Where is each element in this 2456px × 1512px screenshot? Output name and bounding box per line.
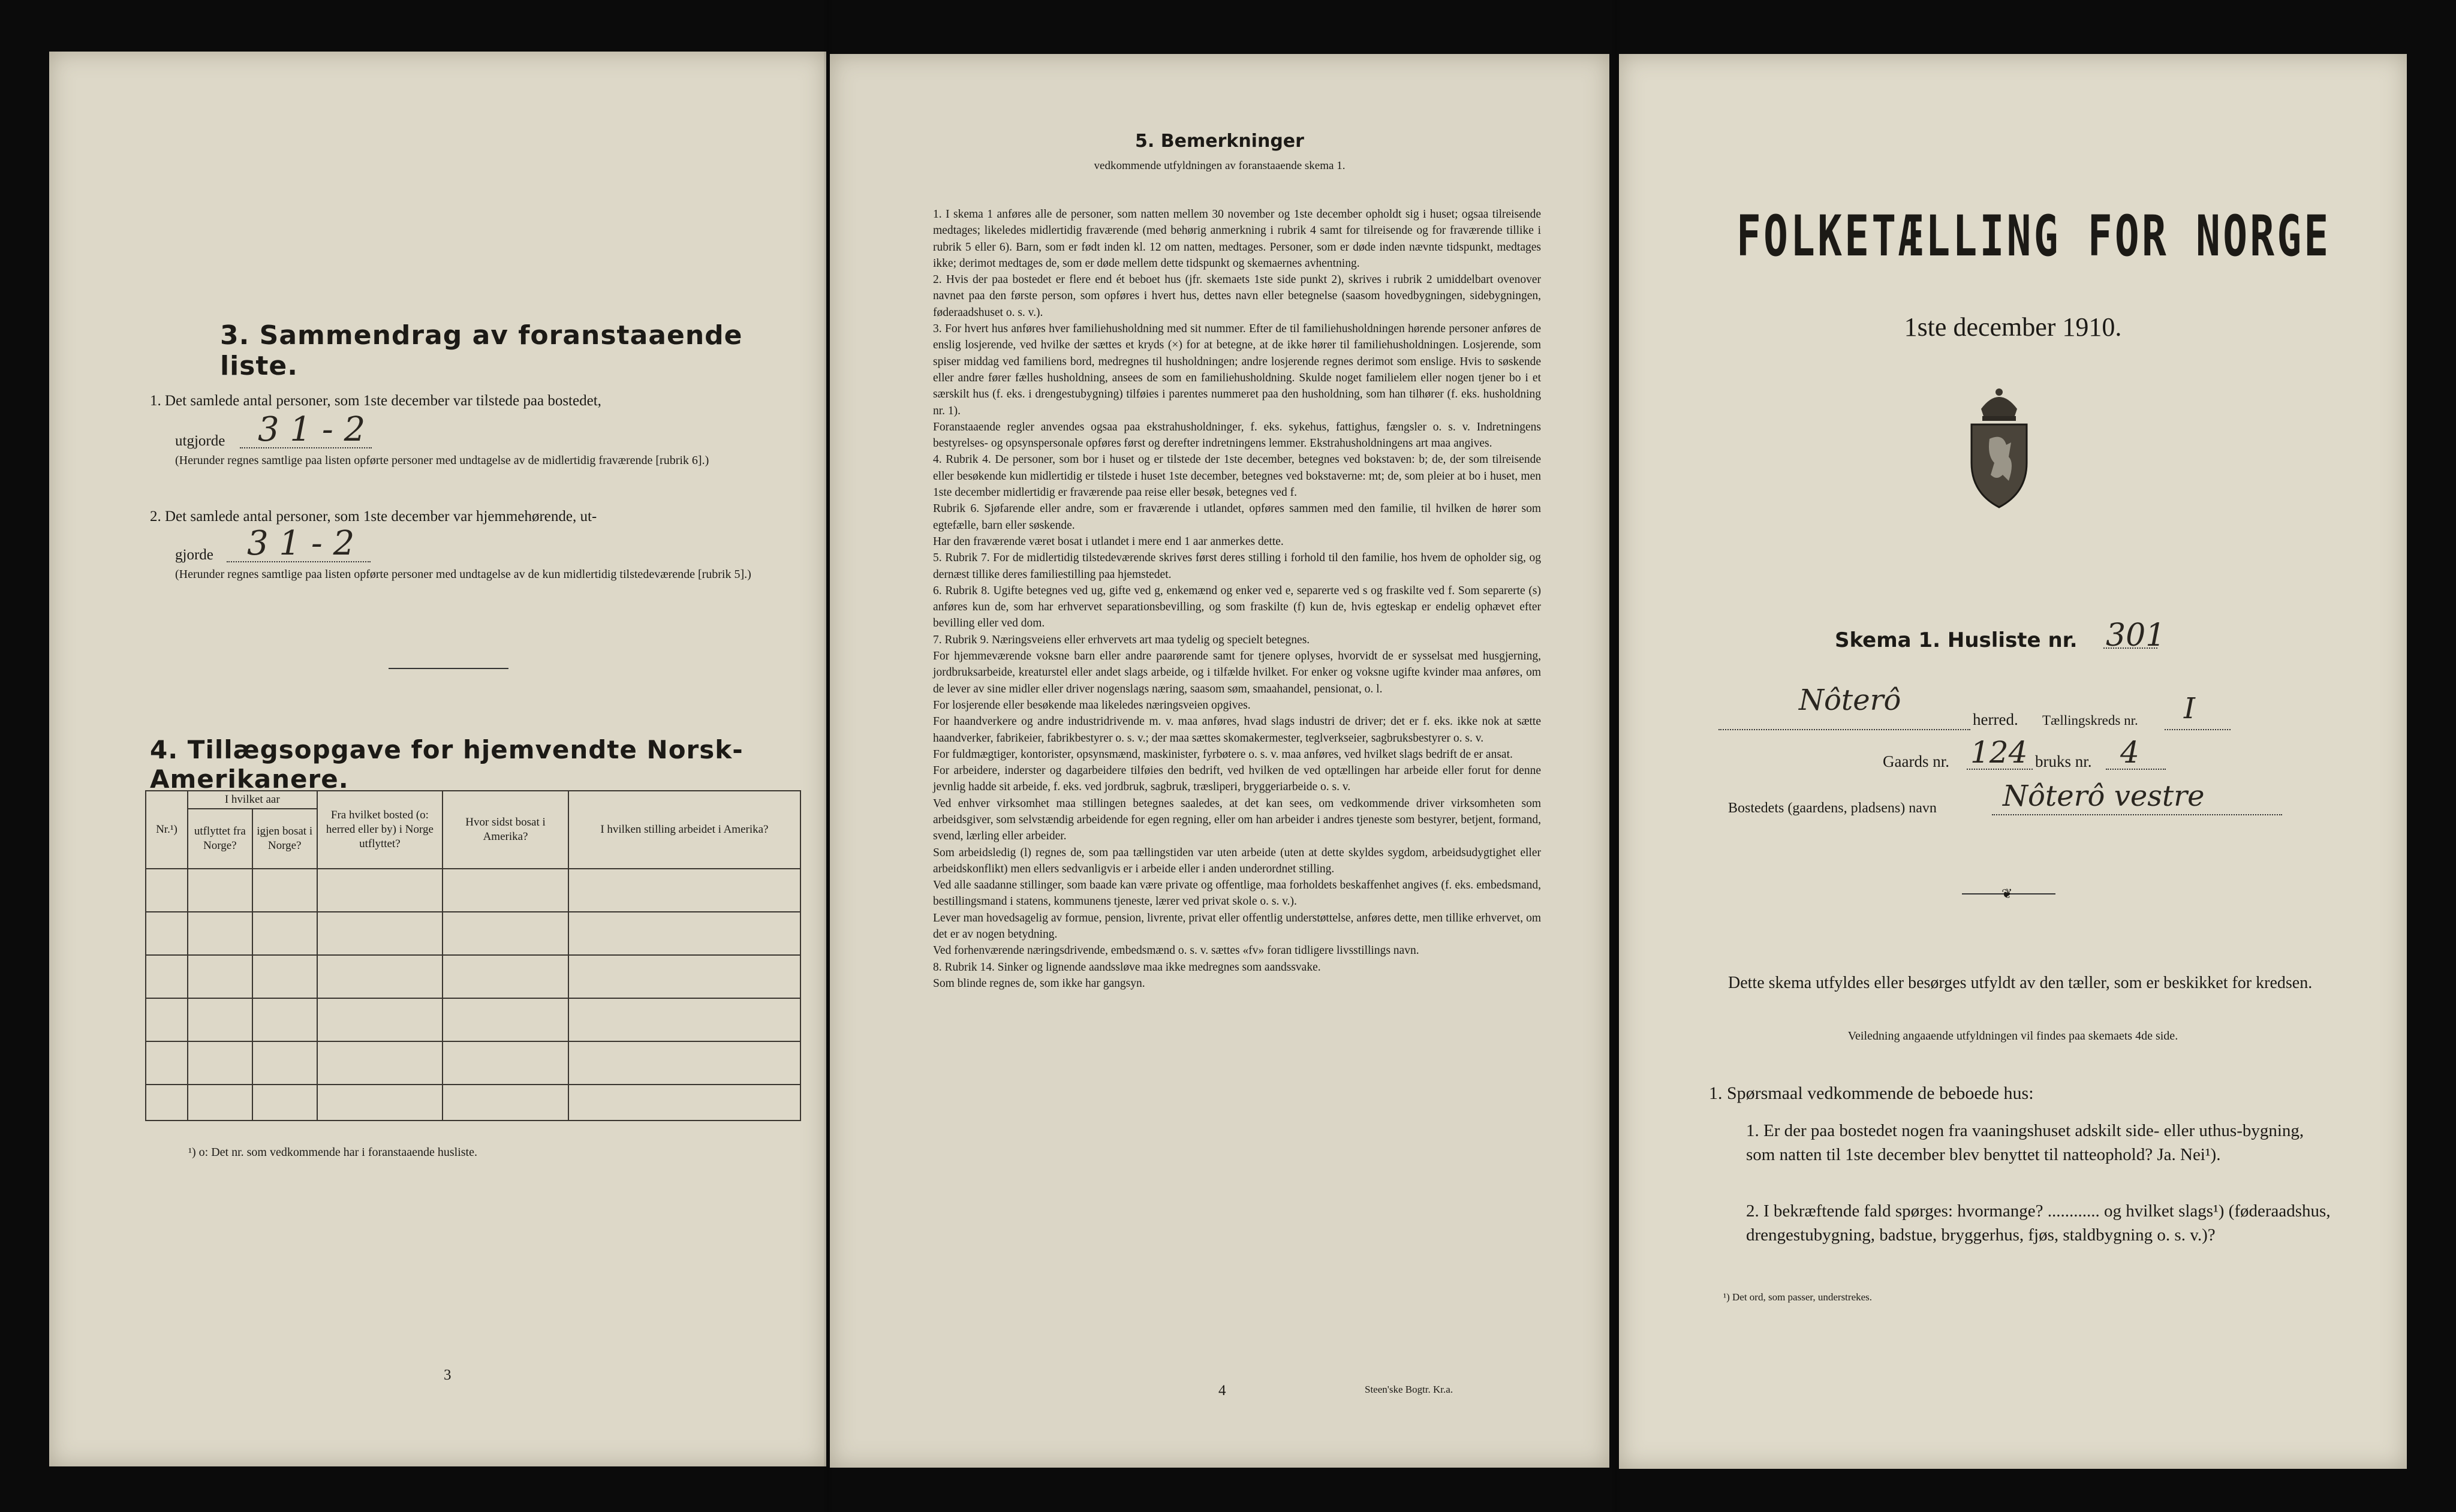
remark-item: 1. I skema 1 anføres alle de personer, som natten mellem 30 november og 1ste december opholdt sig i huset; ogsaa tilreisende medtages; likeledes midlertidig fraværende (med behørig anmerkning i rubrik 4 samt for tilreisende og for fraværende tillike i rubrik 5 eller 6). Barn, som er født inden kl. 12 om natten, medtages. Personer, som er døde inden nævnte tidspunkt, medtages ikke; derimot medtages de, som er døde mellem dette tidspunkt og skemaernes avhentning. <box>933 208 1541 270</box>
footnote-right: ¹) Det ord, som passer, understrekes. <box>1723 1291 1873 1303</box>
kreds-line <box>2165 729 2231 730</box>
remark-item: 2. Hvis der paa bostedet er flere end ét beboet hus (jfr. skemaets 1ste side punkt 2), skrives i rubrik 2 umiddelbart ovenover navnet paa den første person, som opføres i hvert hus, dettes navn eller betegnelse (saasom hovedbygningen, sidebygningen, føderaadshuset o. s. v.). <box>933 273 1541 319</box>
remark-item: For haandverkere og andre industridrivende m. v. maa anføres, hvad slags industri de driver; det er f. eks. ikke nok at sætte haandverker, fabrikeier, fabrikbestyrer o. s. v.; der maa sættes skomakermester, teglverkseier, sagbruksbestyrer o. s. v. <box>933 715 1541 745</box>
page-middle <box>830 54 1609 1468</box>
remark-item: Lever man hovedsagelig av formue, pension, livrente, privat eller offentlig understøttelse, anføres dette, men tillike erhvervet, om det er av nogen betydning. <box>933 911 1541 941</box>
norsk-amerikanere-table <box>145 790 801 1121</box>
item1-note: (Herunder regnes samtlige paa listen opførte personer med undtagelse av de midlertidig fraværende [rubrik 6].) <box>175 454 709 467</box>
remark-item: Som blinde regnes de, som ikke har gangsyn. <box>933 977 1145 990</box>
remark-item: Foranstaaende regler anvendes ogsaa paa ekstrahusholdninger, f. eks. sykehus, fattighus, fængsler o. s. v. Indretningens bestyrelses- og opsynspersonale opføres først og derefter indretningens lemmer. Ekstrahusholdningens art maa angives. <box>933 420 1541 450</box>
remark-item: 4. Rubrik 4. De personer, som bor i huset og er tilstede der 1ste december, betegnes ved bokstaven: b; de, der som tilreisende eller besøkende kun midlertidig er tilstede i huset 1ste december, betegnes ved bokstaverne: mt; de, som pleier at bo i huset, men 1ste december midlertidig er fraværende paa reise eller besøk, betegnes ved f. <box>933 453 1541 499</box>
guide-note: Veiledning angaaende utfyldningen vil findes paa skemaets 4de side. <box>1847 1029 2178 1043</box>
remarks-list <box>933 206 1541 992</box>
remark-item: For losjerende eller besøkende maa likeledes næringsveien opgives. <box>933 698 1251 712</box>
skema-label: Skema 1. Husliste nr. <box>1835 628 2078 652</box>
census-date: 1ste december 1910. <box>1904 312 2122 342</box>
gaards-label: Gaards nr. <box>1883 752 1949 770</box>
remark-item: For fuldmægtiger, kontorister, opsynsmænd, maskinister, fyrbøtere o. s. v. maa anføres, ved hvilket slags bedrift de er ansat. <box>933 748 1513 761</box>
page-right <box>1619 54 2407 1469</box>
item1-lead: utgjorde <box>175 433 225 449</box>
husliste-number: 301 <box>2106 618 2166 653</box>
bosted-value: Nôterô vestre <box>2003 779 2205 813</box>
page-number-left: 3 <box>444 1367 452 1383</box>
bruks-label: bruks nr. <box>2035 752 2092 770</box>
kreds-label: Tællingskreds nr. <box>2042 713 2138 728</box>
herred-label: herred. <box>1973 710 2018 728</box>
table-row <box>146 1041 800 1085</box>
table-row <box>146 955 800 998</box>
col-amerika-header: Hvor sidst bosat i Amerika? <box>443 791 568 869</box>
col-group-header: I hvilket aar <box>188 791 317 809</box>
col-bosat-header: igjen bosat i Norge? <box>252 809 317 869</box>
remark-item: 5. Rubrik 7. For de midlertidig tilstedeværende skrives først deres stilling i forhold til den familie, hos hvem de opholder sig, og dernæst tillike deres familiestilling paa hjemstedet. <box>933 552 1541 581</box>
item1-value: 3 1 - 2 <box>258 410 366 449</box>
divider-rule <box>389 668 508 669</box>
remark-item: Ved enhver virksomhet maa stillingen betegnes saaledes, at det kan sees, om vedkommende driver virksomheten som arbeidsgiver, som selvstændig arbeidende for egen regning, eller om han arbeider i andres tjeneste som bestyrer, betjent, formand, svend, lærling eller arbeider. <box>933 797 1541 843</box>
remark-item: Ved forhenværende næringsdrivende, embedsmænd o. s. v. sættes «fv» foran tidligere livsstillings navn. <box>933 944 1419 957</box>
bruks-value: 4 <box>2120 735 2139 770</box>
remark-item: 8. Rubrik 14. Sinker og lignende aandssløve maa ikke medregnes som aandssvake. <box>933 960 1321 974</box>
item1-text: 1. Det samlede antal personer, som 1ste december var tilstede paa bostedet, <box>150 393 601 409</box>
item2-text: 2. Det samlede antal personer, som 1ste december var hjemmehørende, ut- <box>150 508 597 525</box>
question-2: 2. I bekræftende fald spørges: hvormange? ............ og hvilket slags¹) (føderaadshus, drengestubygning, badstue, bryggerhus, fjøs, staldbygning o. s. v.)? <box>1746 1201 2331 1245</box>
remarks-title: 5. Bemerkninger <box>1135 131 1304 152</box>
coat-of-arms-icon <box>1963 385 2035 511</box>
section4-title: 4. Tillægsopgave for hjemvendte Norsk-Amerikanere. <box>150 735 744 794</box>
item2-note: (Herunder regnes samtlige paa listen opførte personer med undtagelse av de kun midlertidig tilstedeværende [rubrik 5].) <box>175 568 751 581</box>
table-row <box>146 869 800 912</box>
remarks-subtitle: vedkommende utfyldningen av foranstaaende skema 1. <box>1094 159 1346 172</box>
printer-mark: Steen'ske Bogtr. Kr.a. <box>1365 1384 1453 1395</box>
page-left <box>49 52 826 1466</box>
col-utflyttet-header: utflyttet fra Norge? <box>188 809 252 869</box>
page-number-middle: 4 <box>1218 1383 1226 1399</box>
table-footnote: ¹) o: Det nr. som vedkommende har i foranstaaende husliste. <box>188 1146 477 1159</box>
table-row <box>146 998 800 1041</box>
bosted-label: Bostedets (gaardens, pladsens) navn <box>1728 800 1937 816</box>
remark-item: 6. Rubrik 8. Ugifte betegnes ved ug, gifte ved g, enkemænd og enker ved e, separerte ved s og fraskilte ved f. Som separerte (s) anføres kun de, som har erhvervet separationsbevilling, og som fraskilte (f) kun de, hvis egteskap er endelig ophævet efter bevilling eller ved dom. <box>933 584 1541 630</box>
remark-item: Har den fraværende været bosat i utlandet i mere end 1 aar anmerkes dette. <box>933 535 1284 548</box>
bosted-line <box>1992 814 2282 815</box>
gaards-value: 124 <box>1970 735 2028 770</box>
ornament-icon: ❦ <box>2001 886 2013 901</box>
main-title: FOLKETÆLLING FOR NORGE <box>1736 204 2331 269</box>
remark-item: For arbeidere, inderster og dagarbeidere tilføies den bedrift, ved hvilken de ved optællingen har arbeide eller forut for denne jevnlig hadde sit arbeide, f. eks. ved jordbruk, sagbruk, træsliperi, bryggeriarbeide o. s. v. <box>933 764 1541 794</box>
table-row <box>146 912 800 955</box>
remark-item: 3. For hvert hus anføres hver familiehusholdning med sit nummer. Efter de til familiehusholdningen hørende personer anføres de enslig losjerende, ved hvilke der sættes et kryds (×) for at betegne, at de ikke hører til familiehusholdningen. Losjerende, som spiser middag ved familiens bord, medregnes til husholdningen; andre losjerende regnes derimot som enslige. Hvis to søskende eller andre fører fælles husholdning, ansees de som en familiehusholdning. Skulde noget familielem eller nogen tjener bo i et særskilt hus (f. eks. i drengestubygning) tilføies i parentes nummeret paa den husholdning, som han tilhører (f. eks. husholdning nr. 1). <box>933 323 1541 417</box>
question-1: 1. Er der paa bostedet nogen fra vaaningshuset adskilt side- eller uthus-bygning, som natten til 1ste december blev benyttet til natteophold? Ja. Nei¹). <box>1746 1121 2304 1164</box>
intro-text: Dette skema utfyldes eller besørges utfyldt av den tæller, som er beskikket for kredsen. <box>1728 974 2313 992</box>
remark-item: For hjemmeværende voksne barn eller andre paarørende samt for tjenere oplyses, hvorvidt de er sysselsat med husgjerning, jordbruksarbeide, kreaturstel eller andet slags arbeide, og i tilfælde hvilket. For enker og voksne ugifte kvinder maa anføres, om de lever av sine midler eller driver nogenslags næring, saasom søm, smaahandel, pensionat, o. l. <box>933 650 1541 695</box>
remark-item: Som arbeidsledig (l) regnes de, som paa tællingstiden var uten arbeide (uten at dette skyldes sygdom, arbeidsudygtighet eller arbeidskonflikt) men ellers sedvanligvis er i arbeide eller i anden underordnet stilling. <box>933 846 1541 875</box>
item2-value: 3 1 - 2 <box>247 524 355 563</box>
table-row <box>146 1085 800 1121</box>
remark-item: Rubrik 6. Sjøfarende eller andre, som er fraværende i utlandet, opføres sammen med den familie, til hvilken de hører som egtefælle, barn eller søskende. <box>933 502 1541 532</box>
col-bosted-header: Fra hvilket bosted (o: herred eller by) i Norge utflyttet? <box>317 791 443 869</box>
remark-item: 7. Rubrik 9. Næringsveiens eller erhvervets art maa tydelig og specielt betegnes. <box>933 633 1310 646</box>
col-nr-header: Nr.¹) <box>146 791 188 869</box>
section3-title: 3. Sammendrag av foranstaaende liste. <box>220 320 743 381</box>
herred-value: Nôterô <box>1799 683 1901 717</box>
remark-item: Ved alle saadanne stillinger, som baade kan være private og offentlige, maa forholdets beskaffenhet angives (f. eks. embedsmand, bestillingsmand i statens, kommunens tjeneste, lærer ved privat skole o. s. v.). <box>933 879 1541 908</box>
kreds-value: I <box>2184 692 2195 725</box>
col-stilling-header: I hvilken stilling arbeidet i Amerika? <box>568 791 800 869</box>
item2-lead: gjorde <box>175 547 213 563</box>
questions-heading: 1. Spørsmaal vedkommende de beboede hus: <box>1709 1083 2034 1103</box>
